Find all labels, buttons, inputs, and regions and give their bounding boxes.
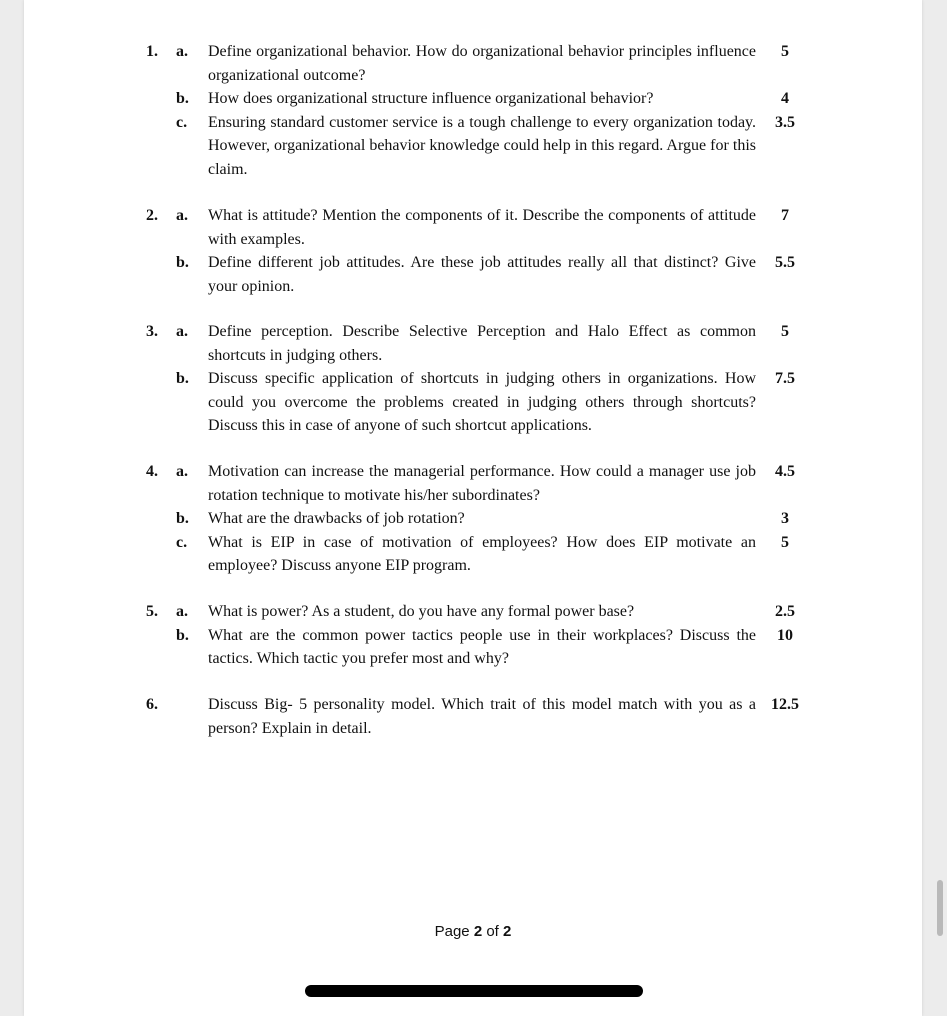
sub-text: Motivation can increase the managerial performance. How could a manager use job rotation technique to motivate his/her subordinates? <box>208 463 756 504</box>
sub-text: How does organizational structure influence organizational behavior? <box>208 90 654 107</box>
sub-letter: a. <box>176 207 188 224</box>
question-number: 1. <box>146 43 158 60</box>
question-number: 4. <box>146 463 158 480</box>
marks: 4 <box>781 90 789 107</box>
home-indicator-bar[interactable] <box>305 985 643 997</box>
sub-question-4c <box>24 531 922 578</box>
sub-text: Discuss specific application of shortcuts in judging others in organizations. How could you overcome the problems created in judging others through shortcuts? Discuss this in case of anyone of such shortcut applications. <box>208 370 756 434</box>
page-of-label: of <box>486 923 499 940</box>
question-number: 2. <box>146 207 158 224</box>
marks: 3 <box>781 510 789 527</box>
sub-question-2a <box>24 204 922 251</box>
sub-text: Define different job attitudes. Are these job attitudes really all that distinct? Give your opinion. <box>208 254 756 295</box>
question-5 <box>24 600 922 671</box>
sub-question-1b <box>24 87 922 111</box>
sub-text: What are the common power tactics people use in their workplaces? Discuss the tactics. Which tactic you prefer most and why? <box>208 626 756 667</box>
sub-question-4b <box>24 507 922 531</box>
marks: 10 <box>777 626 793 644</box>
marks: 5 <box>781 323 789 340</box>
sub-letter: b. <box>176 370 189 387</box>
marks: 3.5 <box>775 113 795 131</box>
marks: 4.5 <box>775 463 795 480</box>
sub-question-2b <box>24 251 922 298</box>
document-page <box>24 0 922 1016</box>
sub-letter: b. <box>176 626 189 644</box>
marks: 12.5 <box>771 696 799 713</box>
scrollbar-thumb[interactable] <box>937 880 943 936</box>
question-number: 3. <box>146 323 158 340</box>
marks: 7.5 <box>775 370 795 387</box>
sub-letter: b. <box>176 90 189 107</box>
sub-letter: b. <box>176 254 189 271</box>
marks: 5 <box>781 533 789 551</box>
sub-letter: a. <box>176 603 188 620</box>
question-number: 5. <box>146 603 158 620</box>
sub-text: Ensuring standard customer service is a tough challenge to every organization today. However, organizational behavior knowledge could help in this regard. Argue for this claim. <box>208 113 756 178</box>
question-3 <box>24 320 922 438</box>
marks: 5 <box>781 43 789 60</box>
page-footer <box>24 923 922 940</box>
sub-text: What is power? As a student, do you have any formal power base? <box>208 603 635 620</box>
sub-letter: c. <box>176 113 188 131</box>
sub-question-3b <box>24 367 922 438</box>
sub-text: What is EIP in case of motivation of employees? How does EIP motivate an employee? Discuss anyone EIP program. <box>208 533 756 574</box>
sub-text: Define organizational behavior. How do organizational behavior principles influence organizational outcome? <box>208 43 756 84</box>
sub-letter: c. <box>176 533 188 551</box>
sub-text: What are the drawbacks of job rotation? <box>208 510 465 527</box>
sub-question-5b <box>24 624 922 671</box>
sub-text: Discuss Big- 5 personality model. Which trait of this model match with you as a person? Explain in detail. <box>208 696 756 737</box>
sub-question-1a <box>24 40 922 87</box>
sub-question-5a <box>24 600 922 624</box>
sub-letter: b. <box>176 510 189 527</box>
marks: 7 <box>781 207 789 224</box>
marks: 5.5 <box>775 254 795 271</box>
question-2 <box>24 204 922 298</box>
question-number: 6. <box>146 696 158 713</box>
page-label: Page <box>434 923 470 940</box>
sub-question-3a <box>24 320 922 367</box>
question-6 <box>24 693 922 740</box>
question-1 <box>24 40 922 181</box>
sub-letter: a. <box>176 463 188 480</box>
marks: 2.5 <box>775 603 795 620</box>
question-4 <box>24 460 922 578</box>
total-pages-number: 2 <box>503 923 512 940</box>
sub-question-4a <box>24 460 922 507</box>
sub-question-6 <box>24 693 922 740</box>
sub-question-1c <box>24 111 922 182</box>
sub-letter: a. <box>176 323 188 340</box>
sub-letter: a. <box>176 43 188 60</box>
sub-text: Define perception. Describe Selective Perception and Halo Effect as common shortcuts in judging others. <box>208 323 756 364</box>
sub-text: What is attitude? Mention the components of it. Describe the components of attitude with examples. <box>208 207 756 248</box>
current-page-number: 2 <box>473 923 483 940</box>
